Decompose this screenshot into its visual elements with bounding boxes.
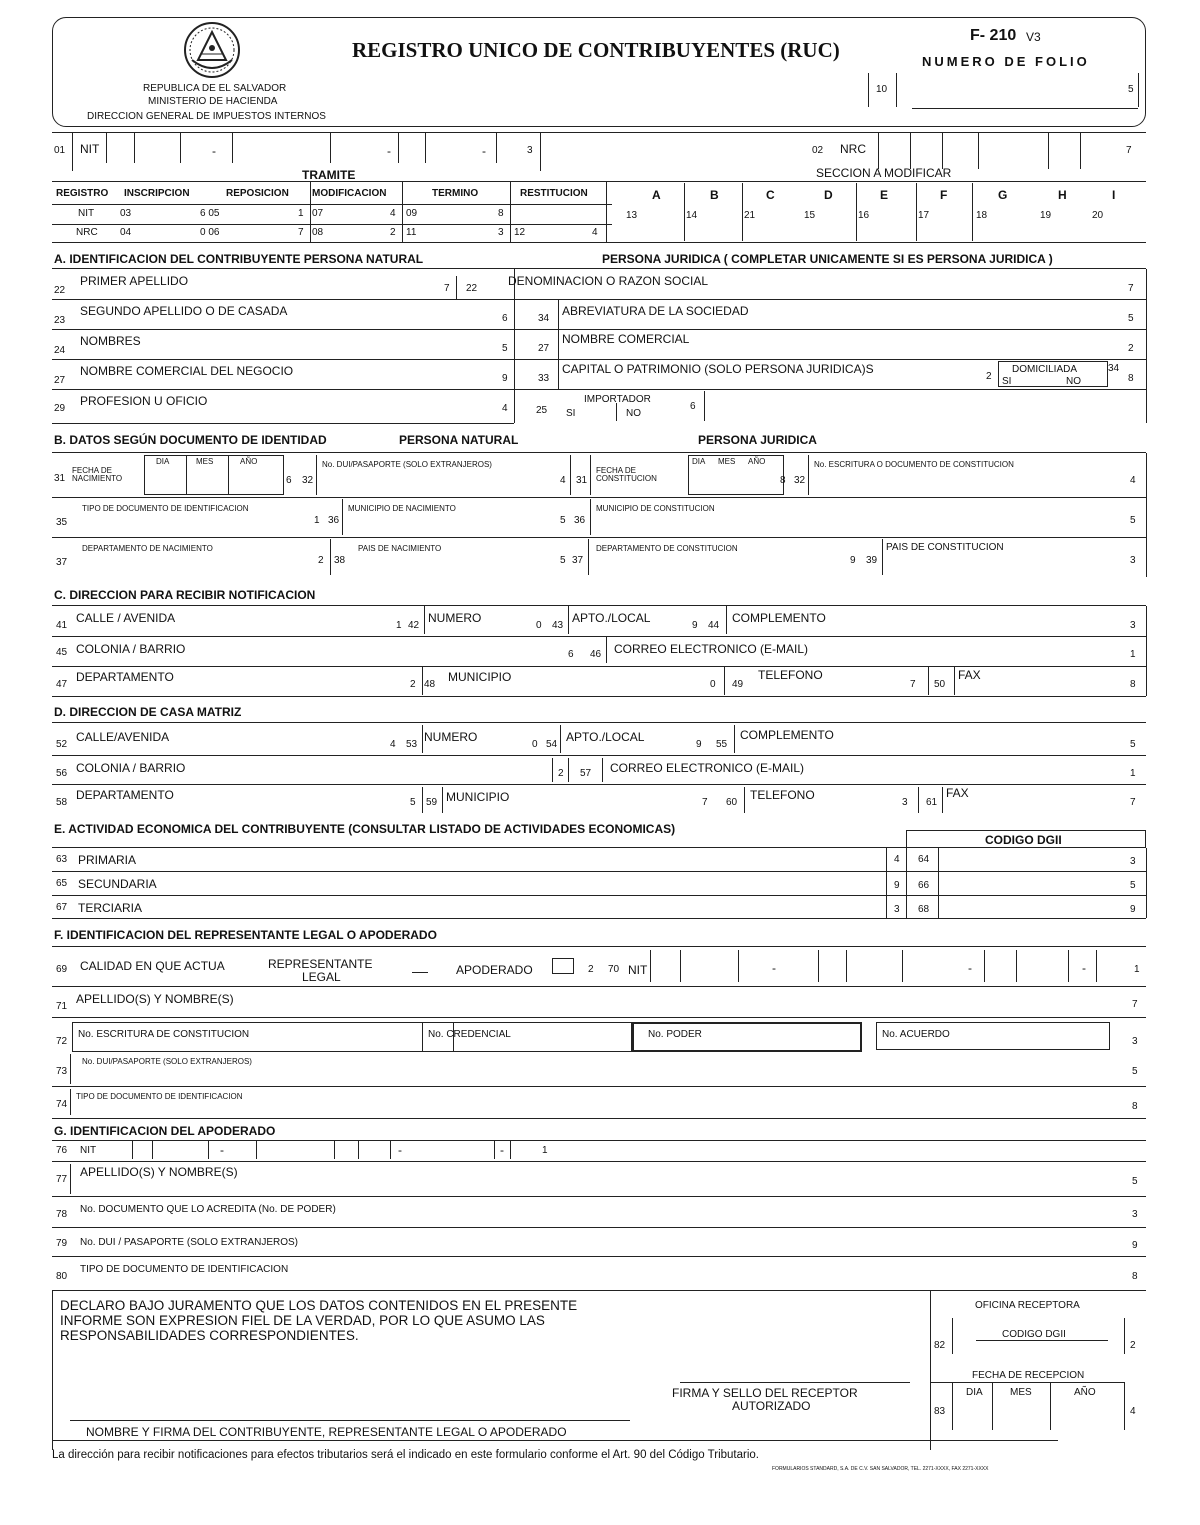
section-g-row76[interactable]: 76 NIT - - - 1 <box>56 1143 548 1157</box>
section-b-persona-natural: PERSONA NATURAL <box>399 433 519 447</box>
section-f-title: F. IDENTIFICACION DEL REPRESENTANTE LEGAL O APODERADO <box>54 928 437 942</box>
section-d-row3[interactable]: 58 DEPARTAMENTO 5 59 MUNICIPIO 7 60 TELEFONO 3 61 FAX 7 <box>52 785 1146 815</box>
nrc-label: NRC <box>840 142 866 156</box>
folio-field-num: 10 <box>876 84 888 95</box>
nit-label: NIT <box>80 142 100 156</box>
section-g-row77[interactable]: 77 APELLIDO(S) Y NOMBRE(S) 5 <box>52 1162 1146 1196</box>
section-e-title: E. ACTIVIDAD ECONOMICA DEL CONTRIBUYENTE (CONSULTAR LISTADO DE ACTIVIDADES ECONOMICAS) <box>54 822 676 836</box>
form-title: REGISTRO UNICO DE CONTRIBUYENTES (RUC) <box>352 38 840 62</box>
section-d-row2[interactable]: 56 COLONIA / BARRIO 2 57 CORREO ELECTRONICO (E-MAIL) 1 <box>52 756 1146 784</box>
coat-of-arms-logo <box>182 20 242 80</box>
nrc-input[interactable] <box>872 133 1122 169</box>
section-d-row1[interactable]: 52 CALLE/AVENIDA 4 53 NUMERO 0 54 APTO./LOCAL 9 55 COMPLEMENTO 5 <box>52 723 1146 755</box>
folio-input[interactable] <box>912 73 1138 109</box>
form-version: V3 <box>1026 30 1041 44</box>
section-c-title: C. DIRECCION PARA RECIBIR NOTIFICACION <box>54 588 316 602</box>
form-code: F- 210 <box>970 27 1017 44</box>
fecha-recepcion: FECHA DE RECEPCION <box>972 1370 1085 1381</box>
folio-check: 5 <box>1128 84 1134 95</box>
section-f-row73[interactable]: 73 No. DUI/PASAPORTE (SOLO EXTRANJEROS) 5 <box>52 1052 1146 1086</box>
section-g-title: G. IDENTIFICACION DEL APODERADO <box>54 1124 276 1138</box>
section-a-title: A. IDENTIFICACION DEL CONTRIBUYENTE PERSONA NATURAL <box>54 252 424 266</box>
section-e-rows[interactable]: 63 PRIMARIA 4 64 3 65 SECUNDARIA 9 66 5 67 TERCIARIA 3 68 9 <box>52 848 1146 918</box>
header-directorate: DIRECCION GENERAL DE IMPUESTOS INTERNOS <box>87 111 326 122</box>
section-f-row72[interactable]: 72 No. ESCRITURA DE CONSTITUCION No. CREDENCIAL No. PODER No. ACUERDO 3 <box>52 1018 1146 1052</box>
section-a-right[interactable]: 22 DENOMINACION O RAZON SOCIAL 7 34 ABREVIATURA DE LA SOCIEDAD 5 27 NOMBRE COMERCIAL 2 33 CAPITAL O PATRIMONIO (SOLO PERSONA JURIDICA)S 2 DOMICILIADA SI NO 34 8 25 IMPORTADOR SI NO 6 <box>514 269 1146 423</box>
section-b-row1[interactable]: 31 FECHA DE NACIMIENTO DIA MES AÑO 6 32 No. DUI/PASAPORTE (SOLO EXTRANJEROS) 4 31 FECHA DE CONSTITUCION DIA MES AÑO 8 32 No. ESCRITURA O DOCUMENTO DE CONSTITUCION 4 <box>52 453 1146 497</box>
folio-label: NUMERO DE FOLIO <box>922 54 1090 69</box>
seccion-label: SECCION A MODIFICAR <box>816 166 952 180</box>
nrc-check: 7 <box>1126 145 1132 156</box>
section-b-row3[interactable]: 37 DEPARTAMENTO DE NACIMIENTO 2 38 PAIS DE NACIMIENTO 5 37 DEPARTAMENTO DE CONSTITUCION 9 39 PAIS DE CONSTITUCION 3 <box>52 537 1146 577</box>
nrc-num: 02 <box>812 145 824 156</box>
section-c-row3[interactable]: 47 DEPARTAMENTO 2 48 MUNICIPIO 0 49 TELEFONO 7 50 FAX 8 <box>52 667 1146 697</box>
section-g-row79[interactable]: 79 No. DUI / PASAPORTE (SOLO EXTRANJEROS) 9 <box>56 1237 1138 1251</box>
section-f-row74[interactable]: 74 TIPO DE DOCUMENTO DE IDENTIFICACION 8 <box>52 1087 1146 1117</box>
fecha-recepcion-field[interactable]: 83 DIA MES AÑO 4 <box>930 1382 1146 1434</box>
apoderado-checkbox[interactable] <box>552 958 574 974</box>
nit-check: 3 <box>527 145 533 156</box>
imprenta: FORMULARIOS STANDARD, S.A. DE C.V. SAN SALVADOR, TEL. 2271-XXXX, FAX 2271-XXXX <box>772 1466 989 1472</box>
section-g-row78[interactable]: 78 No. DOCUMENTO QUE LO ACREDITA (No. DE PODER) 3 <box>56 1204 1138 1220</box>
tramite-headers: REGISTRO INSCRIPCION REPOSICION MODIFICACION TERMINO RESTITUCION <box>56 188 588 199</box>
section-f-row71[interactable]: 71 APELLIDO(S) Y NOMBRE(S) 7 <box>56 992 1138 1012</box>
firma-contribuyente: NOMBRE Y FIRMA DEL CONTRIBUYENTE, REPRESENTANTE LEGAL O APODERADO <box>86 1425 567 1439</box>
header-country: REPUBLICA DE EL SALVADOR <box>143 83 287 94</box>
section-b-persona-juridica: PERSONA JURIDICA <box>698 433 817 447</box>
firma-receptor-line1: FIRMA Y SELLO DEL RECEPTOR <box>672 1386 858 1400</box>
section-g-row80[interactable]: 80 TIPO DE DOCUMENTO DE IDENTIFICACION 8 <box>56 1264 1138 1282</box>
section-a-title-right: PERSONA JURIDICA ( COMPLETAR UNICAMENTE SI ES PERSONA JURIDICA ) <box>602 252 1053 266</box>
nit-num: 01 <box>54 145 66 156</box>
declaration-line2: INFORME SON EXPRESION FIEL DE LA VERDAD, POR LO QUE ASUMO LAS <box>60 1313 545 1328</box>
nit-input[interactable]: - - - <box>100 133 540 169</box>
declaration-line3: RESPONSABILIDADES CORRESPONDIENTES. <box>60 1328 359 1343</box>
section-a-left[interactable]: 22 PRIMER APELLIDO 7 23 SEGUNDO APELLIDO O DE CASADA 6 24 NOMBRES 5 27 NOMBRE COMERCIAL DEL NEGOCIO 9 29 PROFESION U OFICIO 4 <box>52 269 514 423</box>
section-d-title: D. DIRECCION DE CASA MATRIZ <box>54 705 242 719</box>
section-c-row2[interactable]: 45 COLONIA / BARRIO 6 46 CORREO ELECTRONICO (E-MAIL) 1 <box>52 637 1146 665</box>
oficina-receptora: OFICINA RECEPTORA <box>975 1300 1080 1311</box>
codigo-dgii-label: CODIGO DGII <box>985 833 1062 847</box>
declaration-line1: DECLARO BAJO JURAMENTO QUE LOS DATOS CONTENIDOS EN EL PRESENTE <box>60 1298 578 1313</box>
tramite-row-nrc[interactable]: NRC 04 0 06 7 08 2 11 3 12 4 <box>76 227 598 238</box>
codigo-dgii-field[interactable]: 82 CODIGO DGII 2 <box>930 1318 1146 1354</box>
nota-notificaciones: La dirección para recibir notificaciones para efectos tributarios será el indicado en este formulario conforme el Art. 90 del Código Tributario. <box>52 1449 759 1461</box>
contribuyente-signature-line[interactable] <box>70 1420 630 1421</box>
section-b-row2[interactable]: 35 TIPO DE DOCUMENTO DE IDENTIFICACION 1 36 MUNICIPIO DE NACIMIENTO 5 36 MUNICIPIO DE CONSTITUCION 5 <box>52 497 1146 537</box>
tramite-label: TRAMITE <box>302 168 356 182</box>
section-b-title: B. DATOS SEGÚN DOCUMENTO DE IDENTIDAD <box>54 433 327 447</box>
firma-receptor-line2: AUTORIZADO <box>732 1399 811 1413</box>
section-f-row69[interactable]: 69 CALIDAD EN QUE ACTUA REPRESENTANTE LEGAL APODERADO 2 70 NIT - - - 1 <box>52 950 1146 986</box>
section-c-row1[interactable]: 41 CALLE / AVENIDA 1 42 NUMERO 0 43 APTO./LOCAL 9 44 COMPLEMENTO 3 <box>52 606 1146 636</box>
seccion-modificar-grid[interactable]: A B C D E F G H I 13 14 21 15 16 17 18 19 20 <box>612 183 1146 241</box>
receptor-signature-line[interactable] <box>680 1382 910 1383</box>
header-ministry: MINISTERIO DE HACIENDA <box>148 96 278 107</box>
tramite-row-nit[interactable]: NIT 03 6 05 1 07 4 09 8 <box>78 208 504 219</box>
